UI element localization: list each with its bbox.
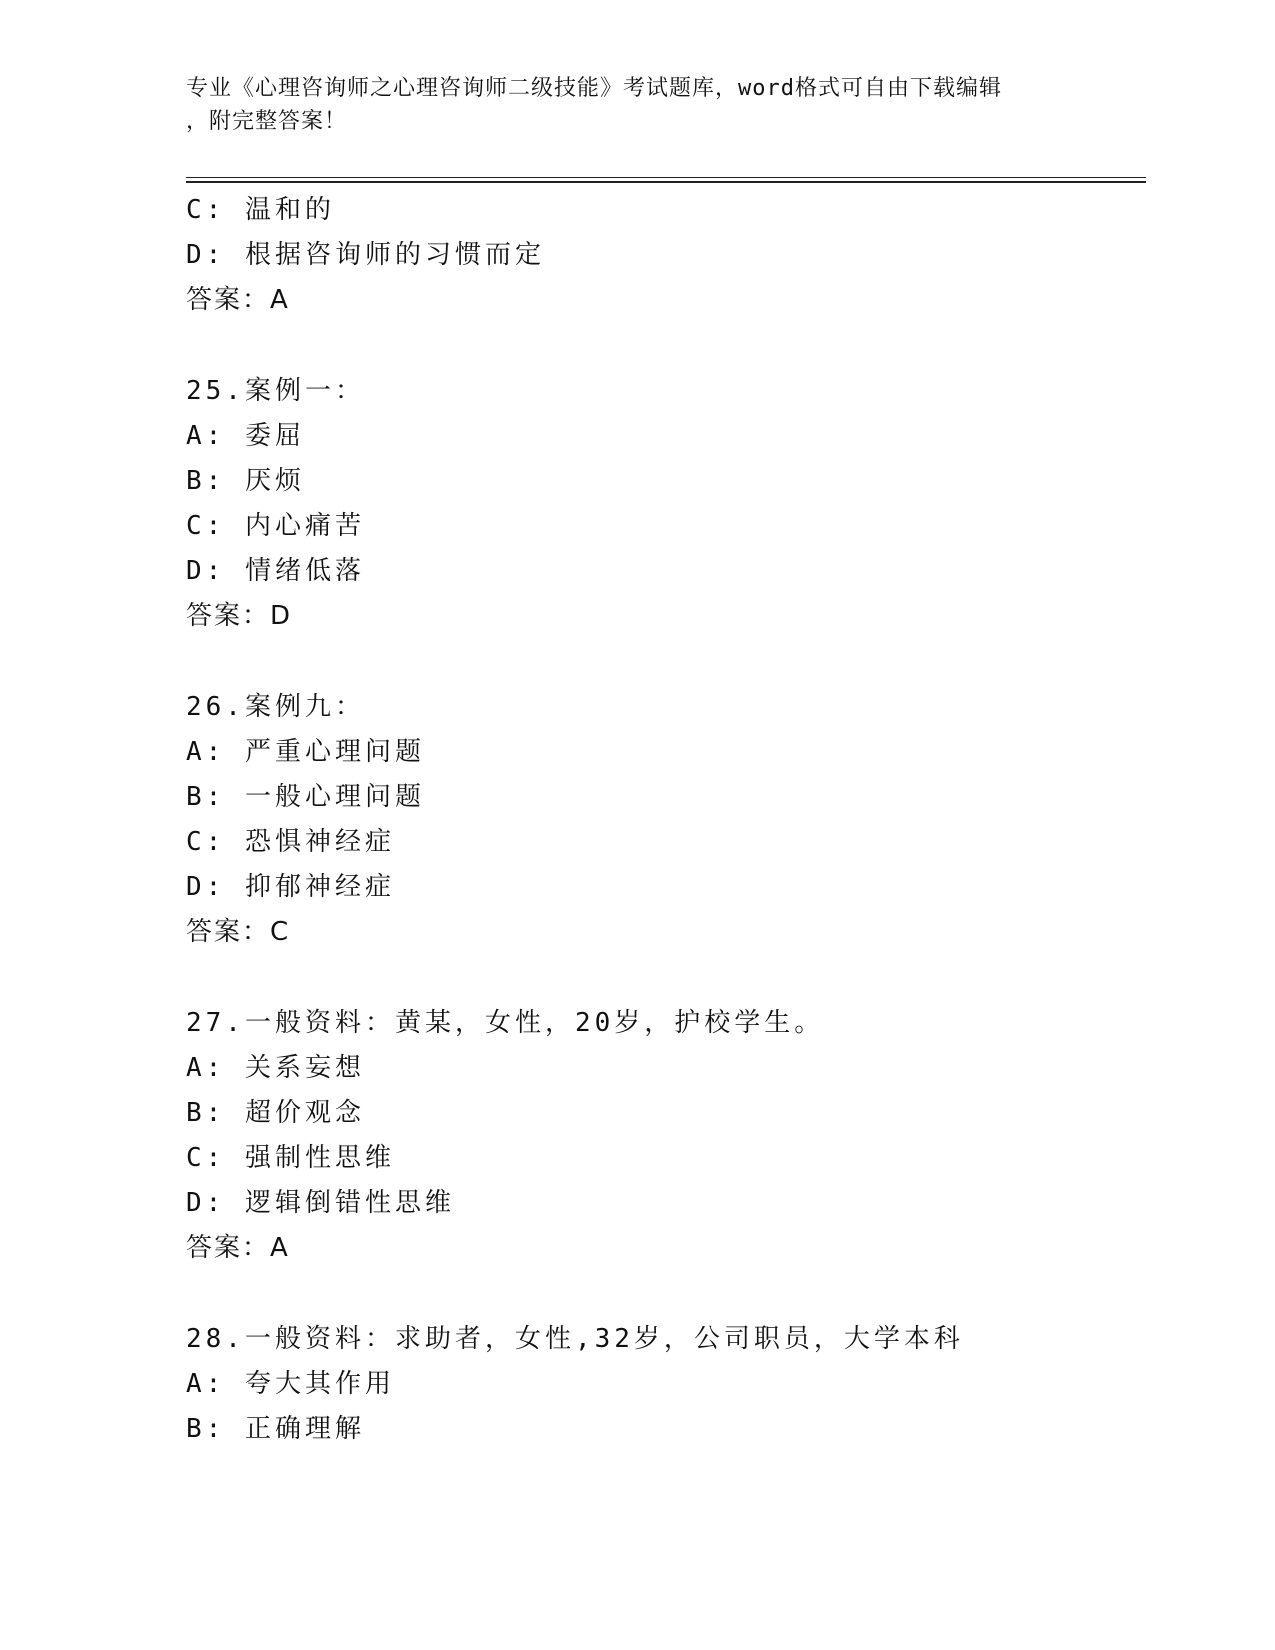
answer-line: 答案：A — [186, 285, 290, 315]
question-stem: 25.案例一： — [186, 376, 365, 406]
option-a: A: 严重心理问题 — [186, 737, 425, 767]
answer-line: 答案：C — [186, 917, 291, 947]
option-b: B: 超价观念 — [186, 1098, 365, 1128]
document-header — [186, 72, 1086, 138]
option-c: C: 强制性思维 — [186, 1143, 395, 1173]
option-b: B: 正确理解 — [186, 1414, 365, 1444]
answer-line: 答案：D — [186, 601, 293, 631]
header-line-2: ，附完整答案！ — [186, 109, 348, 134]
option-d: D: 抑郁神经症 — [186, 872, 395, 902]
option-d: D: 根据咨询师的习惯而定 — [186, 240, 545, 270]
question-stem: 27.一般资料：黄某，女性，20岁，护校学生。 — [186, 1008, 825, 1038]
option-a: A: 夸大其作用 — [186, 1369, 395, 1399]
option-d: D: 情绪低落 — [186, 556, 365, 586]
answer-line: 答案：A — [186, 1233, 290, 1263]
question-stem: 26.案例九： — [186, 692, 365, 722]
question-stem: 28.一般资料：求助者，女性,32岁，公司职员，大学本科 — [186, 1324, 964, 1354]
option-c: C: 恐惧神经症 — [186, 827, 395, 857]
option-c: C: 温和的 — [186, 195, 335, 225]
header-divider-thin — [186, 177, 1146, 178]
header-divider-thick — [186, 181, 1146, 183]
option-a: A: 关系妄想 — [186, 1053, 365, 1083]
option-b: B: 厌烦 — [186, 466, 305, 496]
option-b: B: 一般心理问题 — [186, 782, 425, 812]
option-d: D: 逻辑倒错性思维 — [186, 1188, 455, 1218]
option-a: A: 委屈 — [186, 421, 305, 451]
header-line-1: 专业《心理咨询师之心理咨询师二级技能》考试题库，word格式可自由下载编辑 — [186, 76, 1002, 101]
option-c: C: 内心痛苦 — [186, 511, 365, 541]
